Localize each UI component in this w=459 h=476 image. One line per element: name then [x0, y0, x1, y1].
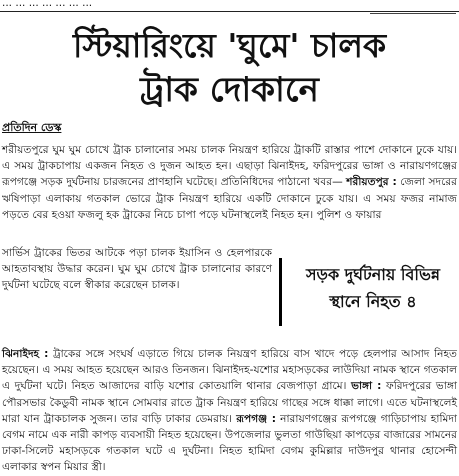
headline-line-2: ট্রাক দোকানে — [140, 70, 319, 110]
dateline-bhanga: ভাঙ্গা : — [351, 380, 382, 393]
pull-quote-line-2: স্থানে নিহত ৪ — [329, 292, 417, 311]
jhenaidah-text: ট্রাকের সঙ্গে সংঘর্ষ এড়াতে গিয়ে চালক নিয়ন্ত্রণ হারিয়ে বাস খাদে পড়ে হেলপার আসাদ নিহত হয়েছেন। এ সময় আহত হয়েছেন আরও তিনজন। ঝিনাইদহ-যশোর মহাসড়কের লাউদিয়া নামক স্থানে গতকাল এ দুর্ঘটনা ঘটে। নিহত আজাদের বাড়ি যশোর কোতয়ালি থানার বেজপাড়া গ্রামে। — [2, 348, 457, 393]
pull-quote-line-1: সড়ক দুর্ঘটনায় বিভিন্ন — [305, 265, 441, 284]
top-short-divider — [370, 13, 456, 14]
article-paragraph-1 — [2, 142, 457, 223]
paragraph-1-rest: জেলা সদরের ঋষিপাড়া এলাকায় গতকাল ভোরে ট্রাক নিয়ন্ত্রণ হারিয়ে একটি দোকানে ঢুকে যায়। এ সময় ফজর নামাজ পড়তে বের হওয়া ফজলু হক ট্রাকের নিচে চাপা পড়ে ঘটনাস্থলেই নিহত হন। পুলিশ ও ফায়ার — [2, 176, 457, 221]
pull-quote — [279, 258, 456, 326]
dateline-shariatpur: শরীয়তপুর : — [346, 176, 397, 189]
dateline-jhenaidah: ঝিনাইদহ : — [2, 348, 49, 360]
bhanga-text: ফরিদপুরের ভাঙ্গা পৌরসভার কৈডুবী নামক স্থানে সোমবার রাতে ট্রাক নিয়ন্ত্রণ হারিয়ে গাছের সঙ্গে ধাক্কা লাগে। এতে ঘটনাস্থলেই মারা যান ট্রাকচালক সুজন। তার বাড়ি ঢাকার ডেমরায়। — [2, 380, 458, 425]
paragraph-1-text: শরীয়তপুরে ঘুম ঘুম চোখে ট্রাক চালানোর সময় চালক নিয়ন্ত্রণ হারিয়ে ট্রাকটি রাস্তার পাশে দোকানে ঢুকে যায়। এ সময় ট্রাকচাপায় একজন নিহত ও দুজন আহত হন। এছাড়া ঝিনাইদহ, ফরিদপুরের ভাঙ্গা ও নারায়ণগঞ্জের রূপগঞ্জে সড়ক দুর্ঘটনায় চারজনের প্রাণহানি ঘটেছে। প্রতিনিধিদের পাঠানো খবর— — [2, 144, 457, 189]
previous-article-text: ... ... ... ... ... ... ... — [2, 0, 93, 9]
article-paragraph-2: সার্ভিস ট্রাকের ভিতর আটকে পড়া চালক ইয়াসিন ও হেলপারকে আহতাবস্থায় উদ্ধার করেন। ঘুম ঘুম চোখে ট্রাক চালানোর কারণে দুর্ঘটনা ঘটেছে বলে স্বীকার করেছেন চালক। — [2, 247, 272, 292]
byline: প্রতিদিন ডেস্ক — [2, 121, 62, 134]
headline-line-1: স্টিয়ারিংয়ে 'ঘুমে' চালক — [72, 26, 387, 65]
rupganj-text: নারায়ণগঞ্জের রূপগঞ্জে গাড়িচাপায় হামিদা বেগম নামে এক নারী কাপড় ব্যবসায়ী নিহত হয়েছেন। উপজেলার ভুলতা গাউছিয়া কাপড়ের বাজারের সামনের ঢাকা-সিলেট মহাসড়কে গতকাল ঘটে এ দুর্ঘটনা। নিহত হামিদা বেগম কুমিল্লার দাউদপুর থানার হোসেন্দী এলাকার স্বপন মিয়ার স্ত্রী। — [2, 412, 457, 474]
top-divider — [0, 11, 459, 12]
dateline-rupganj: রূপগঞ্জ : — [236, 412, 276, 425]
article-paragraph-3 — [2, 346, 457, 476]
previous-article-strip — [0, 0, 459, 22]
